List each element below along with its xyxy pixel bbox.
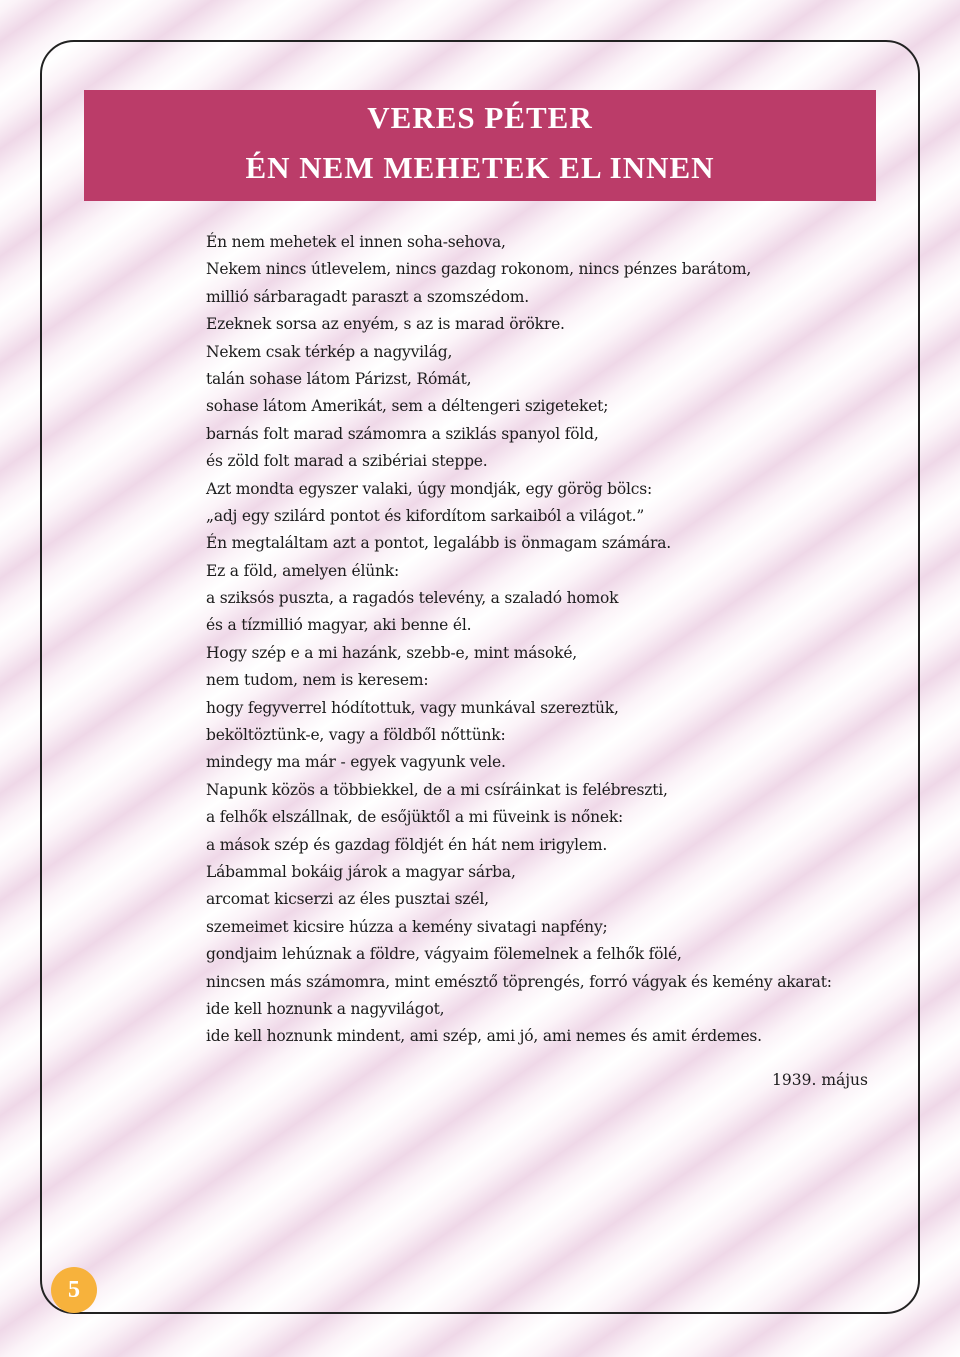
poem-line: a mások szép és gazdag földjét én hát nem irigylem. [206, 835, 608, 854]
poem-line: Én megtaláltam azt a pontot, legalább is önmagam számára. [206, 534, 671, 553]
poem-line: „adj egy szilárd pontot és kifordítom sarkaiból a világot.” [206, 506, 645, 525]
poem-line: ide kell hoznunk a nagyvilágot, [206, 999, 445, 1018]
poem-title: ÉN NEM MEHETEK EL INNEN [245, 150, 715, 185]
poem-line: Azt mondta egyszer valaki, úgy mondják, egy görög bölcs: [206, 479, 653, 498]
poem-line: sohase látom Amerikát, sem a déltengeri szigeteket; [206, 397, 609, 416]
poem-body [206, 229, 886, 1051]
poem-line: Napunk közös a többiekkel, de a mi csíráinkat is felébreszti, [206, 780, 668, 799]
poem-line: mindegy ma már - egyek vagyunk vele. [206, 753, 506, 772]
poem-line: és zöld folt marad a szibériai steppe. [206, 452, 488, 471]
poem-line: Nekem csak térkép a nagyvilág, [206, 342, 453, 361]
poem-line: gondjaim lehúznak a földre, vágyaim fölemelnek a felhők fölé, [206, 945, 682, 964]
poem-line: Nekem nincs útlevelem, nincs gazdag rokonom, nincs pénzes barátom, [206, 260, 752, 279]
poem-line: millió sárbaragadt paraszt a szomszédom. [206, 287, 530, 306]
poem-line: és a tízmillió magyar, aki benne él. [206, 616, 472, 635]
page-number-badge: 5 [51, 1267, 97, 1313]
title-banner [84, 90, 876, 201]
poem-line: szemeimet kicsire húzza a kemény sivatagi napfény; [206, 917, 608, 936]
poem-line: barnás folt marad számomra a sziklás spanyol föld, [206, 424, 599, 443]
poem-line: Ezeknek sorsa az enyém, s az is marad örökre. [206, 315, 565, 334]
poem-line: a sziksós puszta, a ragadós televény, a szaladó homok [206, 589, 619, 608]
poem-line: nem tudom, nem is keresem: [206, 671, 429, 690]
poem-line: Én nem mehetek el innen soha-sehova, [206, 233, 506, 251]
author-heading: VERES PÉTER [367, 100, 593, 135]
poem-date: 1939. május [772, 1071, 868, 1089]
poem-line: Hogy szép e a mi hazánk, szebb-e, mint másoké, [206, 643, 578, 662]
poem-line: Lábammal bokáig járok a magyar sárba, [206, 862, 516, 881]
poem-line: hogy fegyverrel hódítottuk, vagy munkával szereztük, [206, 698, 619, 717]
poem-line: a felhők elszállnak, de esőjüktől a mi füveink is nőnek: [206, 808, 624, 827]
poem-line: beköltöztünk-e, vagy a földből nőttünk: [206, 726, 506, 745]
poem-line: nincsen más számomra, mint emésztő töprengés, forró vágyak és kemény akarat: [206, 972, 832, 991]
poem-line: Ez a föld, amelyen élünk: [206, 561, 399, 580]
poem-line: arcomat kicserzi az éles pusztai szél, [206, 890, 489, 909]
poem-line: ide kell hoznunk mindent, ami szép, ami jó, ami nemes és amit érdemes. [206, 1027, 762, 1046]
poem-line: talán sohase látom Párizst, Rómát, [206, 369, 472, 388]
